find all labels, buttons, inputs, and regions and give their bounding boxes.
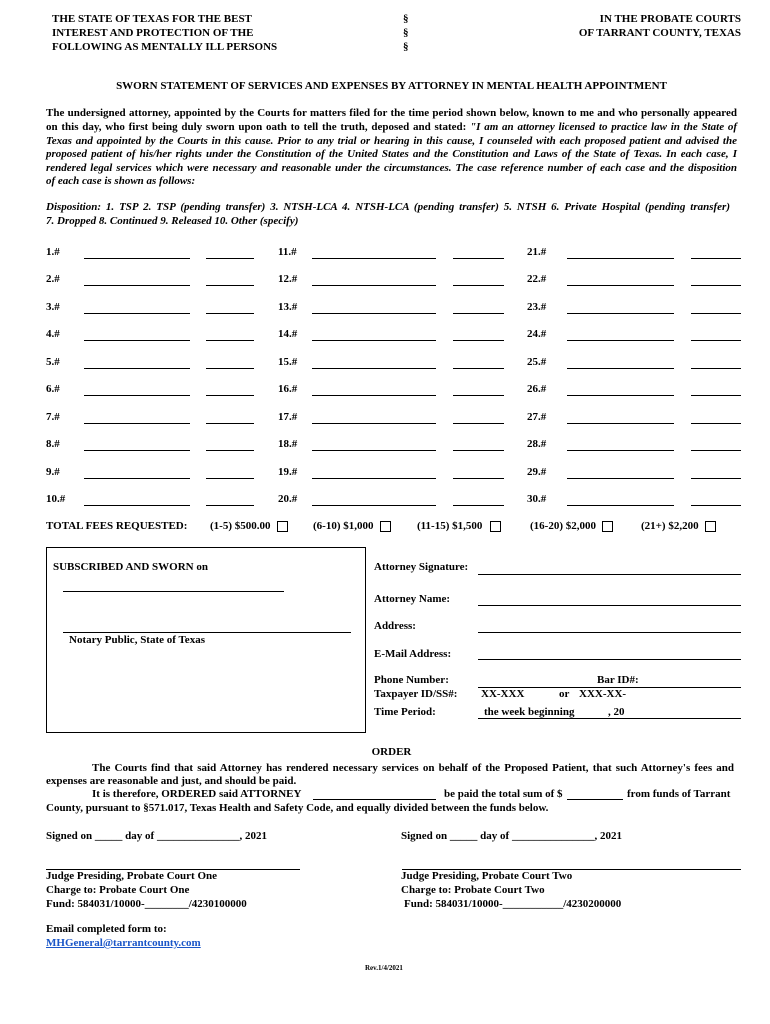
statement-line: proposed patient of his/her rights under the Constitution of the United States and the Constitution and Laws of the State of Texas. In each case, I bbox=[46, 148, 737, 160]
address-label: Address: bbox=[374, 620, 416, 632]
attorney-signature-field[interactable] bbox=[478, 562, 741, 575]
case-disposition-field[interactable] bbox=[691, 301, 741, 314]
case-number-label: 16.# bbox=[278, 383, 298, 395]
charge-to-text: Charge to: Probate Court Two bbox=[401, 884, 545, 896]
case-disposition-field[interactable] bbox=[206, 328, 254, 341]
order-line: The Courts find that said Attorney has rendered necessary services on behalf of the Proposed Patient, that such Attorney's fees and bbox=[92, 762, 734, 774]
fee-option-label: (6-10) $1,000 bbox=[313, 520, 374, 532]
charge-to-text: Charge to: Probate Court One bbox=[46, 884, 190, 896]
case-number-label: 28.# bbox=[527, 438, 547, 450]
case-number-label: 10.# bbox=[46, 493, 66, 505]
case-number-label: 18.# bbox=[278, 438, 298, 450]
case-disposition-field[interactable] bbox=[453, 273, 504, 286]
case-number-label: 8.# bbox=[46, 438, 60, 450]
fee-option-checkbox[interactable] bbox=[277, 521, 288, 532]
case-disposition-field[interactable] bbox=[206, 438, 254, 451]
case-number-label: 26.# bbox=[527, 383, 547, 395]
statement-quote-text: "I am an attorney licensed to practice law in the State of bbox=[470, 121, 738, 133]
case-reference-field[interactable] bbox=[84, 383, 190, 396]
case-number-label: 25.# bbox=[527, 356, 547, 368]
case-reference-field[interactable] bbox=[312, 466, 436, 479]
judge-title: Judge Presiding, Probate Court Two bbox=[401, 870, 573, 882]
disposition-line bbox=[46, 200, 730, 214]
case-reference-field[interactable] bbox=[567, 438, 674, 451]
revision-label: Rev.1/4/2021 bbox=[365, 964, 403, 972]
case-disposition-field[interactable] bbox=[691, 273, 741, 286]
case-number-label: 19.# bbox=[278, 466, 298, 478]
bar-id-label: Bar ID#: bbox=[597, 674, 639, 686]
fee-option-checkbox[interactable] bbox=[705, 521, 716, 532]
case-reference-field[interactable] bbox=[567, 273, 674, 286]
case-disposition-field[interactable] bbox=[691, 383, 741, 396]
fee-option-checkbox[interactable] bbox=[602, 521, 613, 532]
statement-line bbox=[46, 120, 737, 134]
case-disposition-field[interactable] bbox=[206, 466, 254, 479]
case-number-label: 13.# bbox=[278, 301, 298, 313]
fee-option-label: (21+) $2,200 bbox=[641, 520, 699, 532]
statement-line: of each case is shown as follows: bbox=[46, 175, 196, 187]
case-reference-field[interactable] bbox=[567, 493, 674, 506]
case-disposition-field[interactable] bbox=[691, 466, 741, 479]
statement-line: Texas and appointed by the Courts in this cause. Prior to any trial or hearing in this cause, I counseled with each proposed patient and advised the bbox=[46, 135, 737, 147]
caption-left-line: INTEREST AND PROTECTION OF THE bbox=[52, 27, 254, 39]
statement-line: rendered legal services which were necessary and reasonable under the circumstances. The case reference number of each case and the disposition bbox=[46, 162, 737, 174]
case-disposition-field[interactable] bbox=[691, 246, 741, 259]
case-reference-field[interactable] bbox=[567, 356, 674, 369]
order-line: from funds of Tarrant bbox=[627, 788, 731, 800]
case-number-label: 22.# bbox=[527, 273, 547, 285]
total-fees-label: TOTAL FEES REQUESTED: bbox=[46, 520, 188, 532]
case-reference-field[interactable] bbox=[312, 246, 436, 259]
case-reference-field[interactable] bbox=[84, 273, 190, 286]
signed-on-line[interactable]: Signed on _____ day of _______________, 2021 bbox=[401, 830, 622, 842]
case-disposition-field[interactable] bbox=[453, 466, 504, 479]
subscribed-sworn-label: SUBSCRIBED AND SWORN on bbox=[53, 561, 208, 573]
fee-option-checkbox[interactable] bbox=[490, 521, 501, 532]
case-number-label: 12.# bbox=[278, 273, 298, 285]
disposition-label: Disposition: bbox=[46, 201, 102, 213]
subscribed-date-field[interactable] bbox=[63, 579, 284, 592]
attorney-name-field[interactable] bbox=[478, 593, 741, 606]
case-disposition-field[interactable] bbox=[206, 383, 254, 396]
case-number-label: 14.# bbox=[278, 328, 298, 340]
case-reference-field[interactable] bbox=[84, 301, 190, 314]
case-disposition-field[interactable] bbox=[453, 493, 504, 506]
case-reference-field[interactable] bbox=[84, 246, 190, 259]
section-mark: § bbox=[403, 41, 409, 53]
statement-line: The undersigned attorney, appointed by the Courts for matters filed for the time period shown below, known to me and who personally appeared bbox=[46, 107, 737, 119]
fund-text: Fund: 584031/10000-________/4230100000 bbox=[46, 898, 247, 910]
order-heading: ORDER bbox=[371, 746, 412, 758]
case-disposition-field[interactable] bbox=[453, 356, 504, 369]
case-number-label: 2.# bbox=[46, 273, 60, 285]
email-address-field[interactable] bbox=[478, 647, 741, 660]
case-disposition-field[interactable] bbox=[691, 493, 741, 506]
caption-left-line: FOLLOWING AS MENTALLY ILL PERSONS bbox=[52, 41, 278, 53]
case-number-label: 20.# bbox=[278, 493, 298, 505]
case-disposition-field[interactable] bbox=[691, 438, 741, 451]
order-line: be paid the total sum of $ bbox=[444, 788, 563, 800]
case-number-label: 11.# bbox=[278, 246, 297, 258]
case-number-label: 30.# bbox=[527, 493, 547, 505]
case-number-label: 27.# bbox=[527, 411, 547, 423]
email-address-label: E-Mail Address: bbox=[374, 648, 452, 660]
disposition-codes: 1. TSP 2. TSP (pending transfer) 3. NTSH-LCA 4. NTSH-LCA (pending transfer) 5. NTSH 6. Private Hospital (pending transfer) bbox=[105, 201, 730, 213]
case-reference-field[interactable] bbox=[84, 466, 190, 479]
judge-title: Judge Presiding, Probate Court One bbox=[46, 870, 218, 882]
email-instruction: Email completed form to: bbox=[46, 923, 167, 935]
fund-text: Fund: 584031/10000-___________/4230200000 bbox=[404, 898, 622, 910]
case-reference-field[interactable] bbox=[567, 301, 674, 314]
signed-on-line[interactable]: Signed on _____ day of _______________, 2021 bbox=[46, 830, 267, 842]
phone-number-label: Phone Number: bbox=[374, 674, 449, 686]
case-disposition-field[interactable] bbox=[206, 493, 254, 506]
section-mark: § bbox=[403, 27, 409, 39]
case-reference-field[interactable] bbox=[312, 328, 436, 341]
email-link[interactable]: MHGeneral@tarrantcounty.com bbox=[46, 937, 201, 949]
address-field[interactable] bbox=[478, 620, 741, 633]
case-number-label: 3.# bbox=[46, 301, 60, 313]
case-reference-field[interactable] bbox=[312, 383, 436, 396]
document-title: SWORN STATEMENT OF SERVICES AND EXPENSES BY ATTORNEY IN MENTAL HEALTH APPOINTMENT bbox=[116, 80, 667, 92]
case-reference-field[interactable] bbox=[312, 493, 436, 506]
case-disposition-field[interactable] bbox=[453, 328, 504, 341]
case-reference-field[interactable] bbox=[84, 356, 190, 369]
taxpayer-format-ssn[interactable]: XXX-XX- bbox=[579, 688, 627, 700]
case-reference-field[interactable] bbox=[84, 438, 190, 451]
notary-signature-field[interactable] bbox=[63, 620, 351, 633]
case-disposition-field[interactable] bbox=[206, 246, 254, 259]
case-number-label: 9.# bbox=[46, 466, 60, 478]
case-reference-field[interactable] bbox=[84, 328, 190, 341]
disposition-codes: 7. Dropped 8. Continued 9. Released 10. Other (specify) bbox=[46, 215, 299, 227]
section-mark: § bbox=[403, 13, 409, 25]
case-number-label: 7.# bbox=[46, 411, 60, 423]
statement-sworn-text: on this day, who first being duly sworn upon oath to tell the truth, deposed and stated: bbox=[46, 121, 467, 133]
case-reference-field[interactable] bbox=[312, 411, 436, 424]
time-period-prefix: the week beginning bbox=[484, 706, 575, 718]
caption-right-line: IN THE PROBATE COURTS bbox=[599, 13, 741, 25]
case-number-label: 6.# bbox=[46, 383, 60, 395]
case-reference-field[interactable] bbox=[84, 411, 190, 424]
case-reference-field[interactable] bbox=[84, 493, 190, 506]
case-disposition-field[interactable] bbox=[453, 411, 504, 424]
case-reference-field[interactable] bbox=[567, 466, 674, 479]
case-number-label: 5.# bbox=[46, 356, 60, 368]
case-reference-field[interactable] bbox=[567, 328, 674, 341]
case-number-label: 4.# bbox=[46, 328, 60, 340]
taxpayer-or-text: or bbox=[559, 688, 570, 700]
order-line: County, pursuant to §571.017, Texas Health and Safety Code, and equally divided between the funds below. bbox=[46, 802, 549, 814]
caption-right-line: OF TARRANT COUNTY, TEXAS bbox=[578, 27, 741, 39]
time-period-label: Time Period: bbox=[374, 706, 436, 718]
case-reference-field[interactable] bbox=[312, 273, 436, 286]
case-disposition-field[interactable] bbox=[206, 273, 254, 286]
case-reference-field[interactable] bbox=[567, 383, 674, 396]
case-reference-field[interactable] bbox=[567, 246, 674, 259]
case-disposition-field[interactable] bbox=[453, 438, 504, 451]
order-line: It is therefore, ORDERED said ATTORNEY bbox=[92, 788, 302, 800]
case-number-label: 29.# bbox=[527, 466, 547, 478]
case-reference-field[interactable] bbox=[567, 411, 674, 424]
case-reference-field[interactable] bbox=[312, 356, 436, 369]
case-number-label: 17.# bbox=[278, 411, 298, 423]
attorney-name-label: Attorney Name: bbox=[374, 593, 451, 605]
case-disposition-field[interactable] bbox=[206, 301, 254, 314]
case-disposition-field[interactable] bbox=[691, 356, 741, 369]
time-period-year: , 20 bbox=[608, 706, 625, 718]
case-disposition-field[interactable] bbox=[453, 301, 504, 314]
case-disposition-field[interactable] bbox=[453, 246, 504, 259]
case-number-label: 15.# bbox=[278, 356, 298, 368]
taxpayer-id-label: Taxpayer ID/SS#: bbox=[374, 688, 458, 700]
notary-public-label: Notary Public, State of Texas bbox=[69, 634, 205, 646]
case-disposition-field[interactable] bbox=[453, 383, 504, 396]
fee-option-label: (16-20) $2,000 bbox=[530, 520, 596, 532]
order-line: expenses are reasonable and just, and should be paid. bbox=[46, 775, 297, 787]
caption-left-line: THE STATE OF TEXAS FOR THE BEST bbox=[52, 13, 252, 25]
case-disposition-field[interactable] bbox=[206, 356, 254, 369]
case-disposition-field[interactable] bbox=[691, 411, 741, 424]
total-sum-field[interactable] bbox=[567, 787, 623, 800]
case-reference-field[interactable] bbox=[312, 438, 436, 451]
fee-option-label: (1-5) $500.00 bbox=[210, 520, 271, 532]
case-disposition-field[interactable] bbox=[691, 328, 741, 341]
ordered-attorney-field[interactable] bbox=[313, 787, 436, 800]
attorney-signature-label: Attorney Signature: bbox=[374, 561, 469, 573]
case-number-label: 21.# bbox=[527, 246, 547, 258]
fee-option-checkbox[interactable] bbox=[380, 521, 391, 532]
fee-option-label: (11-15) $1,500 bbox=[417, 520, 483, 532]
case-disposition-field[interactable] bbox=[206, 411, 254, 424]
case-reference-field[interactable] bbox=[312, 301, 436, 314]
taxpayer-format-ein[interactable]: XX-XXX bbox=[481, 688, 525, 700]
case-number-label: 1.# bbox=[46, 246, 60, 258]
case-number-label: 23.# bbox=[527, 301, 547, 313]
case-number-label: 24.# bbox=[527, 328, 547, 340]
